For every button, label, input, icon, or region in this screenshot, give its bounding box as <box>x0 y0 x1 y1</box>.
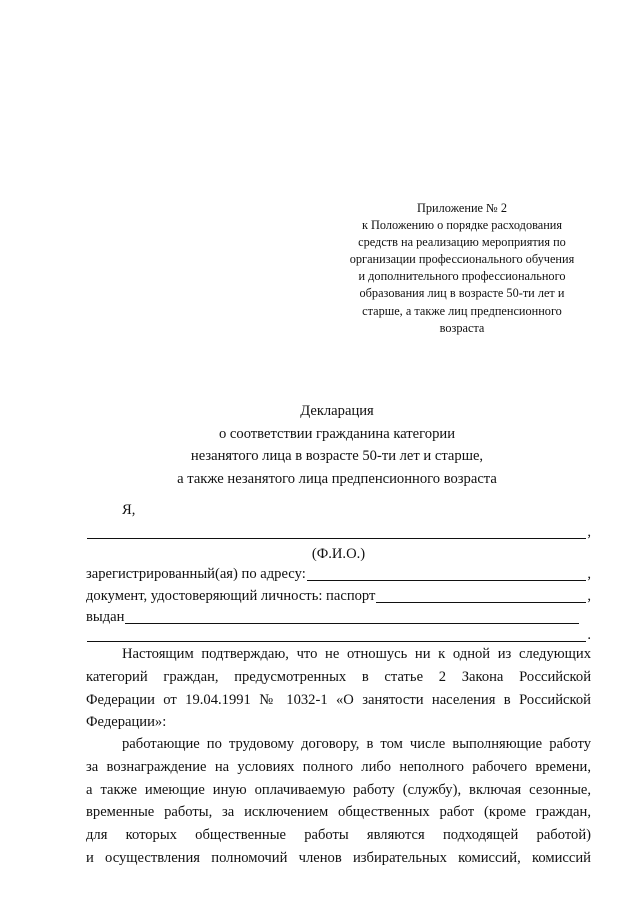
title-line: Декларация <box>300 403 374 419</box>
appendix-line: Приложение № 2 <box>416 201 508 215</box>
ya-label: Я, <box>122 502 136 518</box>
paragraph-line: за вознаграждение на условиях полного либо неполного рабочего времени, <box>86 758 591 775</box>
paragraph-line: Федерации от 19.04.1991 № 1032-1 «О занятости населения в Российской <box>86 691 591 708</box>
appendix-line: организации профессионального обучения <box>349 252 575 267</box>
paragraph-line: временные работы, за исключением общественных работ (кроме граждан, <box>86 804 591 821</box>
issued-input-line-2[interactable] <box>87 626 586 642</box>
document-label: документ, удостоверяющий личность: паспорт <box>86 588 376 604</box>
paragraph-line: для которых общественные работы являются подходящей работой) <box>86 827 591 844</box>
issued-input-line[interactable] <box>125 608 579 624</box>
fio-caption: (Ф.И.О.) <box>311 546 366 562</box>
appendix-line: старше, а также лиц предпенсионного <box>362 303 562 318</box>
appendix-line: возраста <box>439 320 485 335</box>
declaration-title <box>90 400 584 490</box>
appendix-line: к Положению о порядке расходования <box>361 218 563 233</box>
comma: , <box>587 566 591 582</box>
paragraph-line: Федерации»: <box>86 714 167 731</box>
address-input-line[interactable] <box>307 565 587 581</box>
title-line: незанятого лица в возрасте 50-ти лет и старше, <box>190 448 484 464</box>
fio-input-line[interactable] <box>87 523 586 539</box>
paragraph-line: категорий граждан, предусмотренных в статье 2 Закона Российской <box>86 668 591 685</box>
paragraph-line: работающие по трудовому договору, в том числе выполняющие работу <box>122 736 591 752</box>
appendix-line: образования лиц в возрасте 50-ти лет и <box>359 286 565 301</box>
paragraph-line: Настоящим подтверждаю, что не отношусь ни к одной из следующих <box>122 646 591 662</box>
confirmation-paragraph <box>86 643 591 734</box>
issued-continuation-row <box>86 625 591 645</box>
comma: , <box>587 524 591 540</box>
appendix-line: и дополнительного профессионального <box>358 269 566 284</box>
appendix-heading <box>340 200 584 337</box>
fio-field-row <box>86 522 591 542</box>
employed-paragraph <box>86 733 591 870</box>
paragraph-line: а также имеющие иную оплачиваемую работу (службу), включая сезонные, <box>86 781 591 798</box>
address-label: зарегистрированный(ая) по адресу: <box>86 566 306 582</box>
issued-label: выдан <box>86 609 125 625</box>
appendix-line: средств на реализацию мероприятия по <box>358 235 566 250</box>
address-field-row <box>86 564 591 584</box>
issued-field-row <box>86 607 580 627</box>
passport-field-row <box>86 586 591 606</box>
title-line: о соответствии гражданина категории <box>218 425 455 442</box>
title-line: а также незанятого лица предпенсионного возраста <box>177 470 497 487</box>
passport-input-line[interactable] <box>376 587 586 603</box>
period: . <box>587 627 591 643</box>
comma: , <box>587 588 591 604</box>
paragraph-line: и осуществления полномочий членов избирательных комиссий, комиссий <box>86 849 591 866</box>
